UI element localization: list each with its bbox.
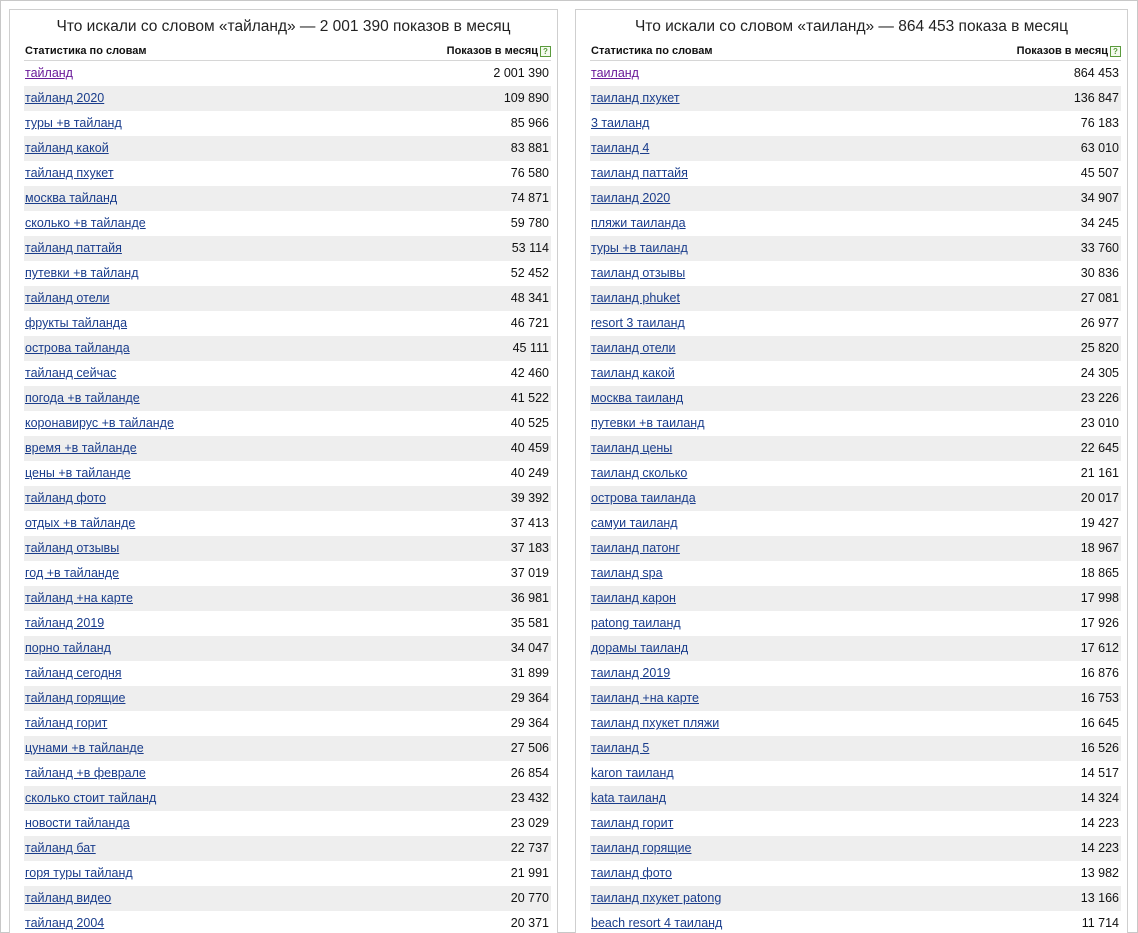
table-row [24,411,551,436]
right-phrase-count: 11 714 [1081,916,1119,930]
right-phrase-count: 34 245 [1080,216,1119,230]
left-phrase-link[interactable]: тайланд 2020 [25,91,105,105]
left-phrase-count: 29 364 [510,716,549,730]
left-phrase-count: 59 780 [510,216,549,230]
right-phrase-count: 33 760 [1080,241,1119,255]
table-row [590,761,1121,786]
right-phrase-link[interactable]: таиланд паттайя [591,166,688,180]
right-column-header [591,45,1121,61]
table-row [590,361,1121,386]
left-col-count-label: Показов в месяц [446,45,538,57]
left-phrase-count: 31 899 [510,666,549,680]
right-phrase-link[interactable]: таиланд цены [591,441,673,455]
table-row [24,336,551,361]
right-phrase-link[interactable]: таиланд 2019 [591,666,671,680]
table-row [590,711,1121,736]
table-row [24,736,551,761]
right-phrase-link[interactable]: таиланд отзывы [591,266,686,280]
left-phrase-link[interactable]: тайланд какой [25,141,109,155]
table-row [24,861,551,886]
right-phrase-count: 30 836 [1080,266,1119,280]
left-phrase-count: 39 392 [510,491,549,505]
right-phrase-link[interactable]: пляжи таиланда [591,216,686,230]
right-phrase-link[interactable]: таиланд горит [591,816,674,830]
table-row [590,636,1121,661]
help-icon[interactable]: ? [540,46,551,57]
left-phrase-link[interactable]: тайланд 2019 [25,616,105,630]
left-phrase-link[interactable]: тайланд +в феврале [25,766,146,780]
left-phrase-count: 27 506 [510,741,549,755]
right-phrase-count: 21 161 [1080,466,1119,480]
right-phrase-count: 16 645 [1080,716,1119,730]
right-phrase-count: 25 820 [1080,341,1119,355]
right-phrase-link[interactable]: путевки +в таиланд [591,416,705,430]
left-phrase-count: 2 001 390 [493,66,549,80]
left-phrase-link[interactable]: коронавирус +в тайланде [25,416,174,430]
right-phrase-link[interactable]: beach resort 4 таиланд [591,916,723,930]
right-phrase-count: 27 081 [1080,291,1119,305]
table-row [24,686,551,711]
right-phrase-count: 23 226 [1080,391,1119,405]
left-phrase-link[interactable]: тайланд пхукет [25,166,114,180]
left-phrase-link[interactable]: горя туры тайланд [25,866,133,880]
table-row [590,886,1121,911]
right-phrase-count: 17 926 [1080,616,1119,630]
left-phrase-count: 83 881 [510,141,549,155]
table-row [590,736,1121,761]
right-stats-table [590,61,1121,933]
right-phrase-count: 13 166 [1080,891,1119,905]
left-phrase-count: 52 452 [510,266,549,280]
right-phrase-link[interactable]: таиланд горящие [591,841,692,855]
right-phrase-count: 16 526 [1080,741,1119,755]
table-row [24,186,551,211]
left-phrase-count: 37 019 [510,566,549,580]
left-phrase-count: 46 721 [510,316,549,330]
left-phrase-link[interactable]: тайланд сегодня [25,666,122,680]
right-phrase-count: 14 517 [1080,766,1119,780]
table-row [590,436,1121,461]
table-row [24,636,551,661]
right-phrase-link[interactable]: 3 таиланд [591,116,650,130]
left-phrase-link[interactable]: сколько +в тайланде [25,216,146,230]
left-phrase-count: 53 114 [511,241,549,255]
right-stats-panel [575,9,1128,933]
right-phrase-link[interactable]: таиланд отели [591,341,676,355]
right-phrase-count: 18 865 [1080,566,1119,580]
left-phrase-count: 40 459 [510,441,549,455]
left-phrase-count: 37 183 [510,541,549,555]
right-phrase-link[interactable]: таиланд патонг [591,541,680,555]
right-phrase-count: 18 967 [1080,541,1119,555]
right-phrase-link[interactable]: дорамы таиланд [591,641,689,655]
table-row [590,561,1121,586]
left-phrase-count: 29 364 [510,691,549,705]
left-phrase-link[interactable]: год +в тайланде [25,566,120,580]
left-phrase-count: 22 737 [510,841,549,855]
table-row [24,461,551,486]
left-phrase-link[interactable]: тайланд сейчас [25,366,117,380]
right-phrase-count: 14 324 [1080,791,1119,805]
table-row [590,486,1121,511]
right-phrase-link[interactable]: resort 3 таиланд [591,316,685,330]
right-phrase-link[interactable]: таиланд пхукет [591,91,680,105]
right-phrase-count: 14 223 [1080,816,1119,830]
right-phrase-count: 22 645 [1080,441,1119,455]
table-row [590,411,1121,436]
right-phrase-link[interactable]: самуи таиланд [591,516,678,530]
table-row [590,661,1121,686]
table-row [24,661,551,686]
table-row [590,86,1121,111]
right-phrase-count: 76 183 [1080,116,1119,130]
left-phrase-link[interactable]: тайланд бат [25,841,96,855]
left-phrase-link[interactable]: цунами +в тайланде [25,741,144,755]
left-phrase-count: 34 047 [510,641,549,655]
table-row [24,511,551,536]
table-row [24,786,551,811]
right-phrase-count: 45 507 [1080,166,1119,180]
table-row [24,111,551,136]
right-phrase-link[interactable]: karon таиланд [591,766,674,780]
right-phrase-link[interactable]: таиланд 2020 [591,191,671,205]
right-phrase-link[interactable]: таиланд сколько [591,466,688,480]
left-phrase-count: 74 871 [510,191,549,205]
left-phrase-count: 45 111 [512,341,549,355]
table-row [24,561,551,586]
left-phrase-link[interactable]: тайланд 2004 [25,916,105,930]
right-phrase-count: 26 977 [1080,316,1119,330]
table-row [590,136,1121,161]
right-phrase-count: 19 427 [1080,516,1119,530]
right-phrase-count: 13 982 [1080,866,1119,880]
right-phrase-count: 63 010 [1080,141,1119,155]
table-row [590,911,1121,933]
left-phrase-link[interactable]: путевки +в тайланд [25,266,139,280]
table-row [590,836,1121,861]
right-phrase-count: 864 453 [1073,66,1119,80]
table-row [24,236,551,261]
left-phrase-count: 76 580 [510,166,549,180]
right-phrase-link[interactable]: kata таиланд [591,791,667,805]
help-icon[interactable]: ? [1110,46,1121,57]
left-stats-table [24,61,551,933]
left-phrase-link[interactable]: острова тайланда [25,341,130,355]
table-row [590,286,1121,311]
left-phrase-link[interactable]: порно тайланд [25,641,111,655]
left-phrase-count: 48 341 [510,291,549,305]
left-phrase-count: 109 890 [503,91,549,105]
right-phrase-count: 34 907 [1080,191,1119,205]
right-phrase-count: 136 847 [1073,91,1119,105]
table-row [590,586,1121,611]
table-row [24,536,551,561]
right-phrase-link[interactable]: таиланд пхукет patong [591,891,722,905]
right-phrase-count: 16 876 [1080,666,1119,680]
table-row [24,361,551,386]
right-phrase-count: 23 010 [1080,416,1119,430]
table-row [590,861,1121,886]
right-phrase-link[interactable]: таиланд фото [591,866,672,880]
table-row [24,286,551,311]
table-row [590,461,1121,486]
left-col-words-header: Статистика по словам [25,45,147,57]
left-phrase-link[interactable]: тайланд видео [25,891,112,905]
left-phrase-link[interactable]: москва тайланд [25,191,118,205]
table-row [24,161,551,186]
table-row [590,311,1121,336]
table-row [24,436,551,461]
table-row [590,211,1121,236]
table-row [24,261,551,286]
left-phrase-link[interactable]: тайланд горящие [25,691,126,705]
right-phrase-link[interactable]: москва таиланд [591,391,684,405]
right-phrase-link[interactable]: острова таиланда [591,491,696,505]
table-row [24,386,551,411]
left-phrase-count: 20 371 [510,916,549,930]
right-phrase-link[interactable]: таиланд пхукет пляжи [591,716,720,730]
left-phrase-count: 20 770 [510,891,549,905]
right-phrase-link[interactable]: таиланд карон [591,591,676,605]
left-phrase-count: 40 249 [510,466,549,480]
left-phrase-count: 35 581 [510,616,549,630]
right-phrase-link[interactable]: patong таиланд [591,616,681,630]
right-phrase-count: 17 612 [1080,641,1119,655]
table-row [590,511,1121,536]
table-row [590,386,1121,411]
right-phrase-count: 20 017 [1080,491,1119,505]
table-row [24,911,551,933]
table-row [590,786,1121,811]
table-row [24,86,551,111]
right-phrase-link[interactable]: туры +в таиланд [591,241,688,255]
table-row [590,111,1121,136]
left-phrase-link[interactable]: туры +в тайланд [25,116,122,130]
table-row [24,486,551,511]
table-row [24,711,551,736]
left-phrase-link[interactable]: тайланд отели [25,291,110,305]
left-phrase-count: 23 029 [510,816,549,830]
left-phrase-link[interactable]: сколько стоит тайланд [25,791,157,805]
right-phrase-link[interactable]: таиланд 4 [591,141,650,155]
right-phrase-link[interactable]: таиланд какой [591,366,675,380]
left-phrase-link[interactable]: тайланд [25,66,73,80]
right-col-count-label: Показов в месяц [1016,45,1108,57]
table-row [590,536,1121,561]
right-phrase-count: 24 305 [1080,366,1119,380]
left-phrase-count: 41 522 [510,391,549,405]
left-phrase-count: 26 854 [510,766,549,780]
table-row [590,261,1121,286]
left-phrase-link[interactable]: фрукты тайланда [25,316,128,330]
table-row [590,686,1121,711]
table-row [24,211,551,236]
left-phrase-count: 40 525 [510,416,549,430]
left-phrase-link[interactable]: новости тайланда [25,816,130,830]
left-phrase-link[interactable]: тайланд +на карте [25,591,133,605]
left-phrase-count: 23 432 [510,791,549,805]
table-row [24,886,551,911]
right-phrase-link[interactable]: таиланд 5 [591,741,650,755]
table-row [590,236,1121,261]
left-phrase-count: 21 991 [510,866,549,880]
left-stats-panel [9,9,558,933]
left-phrase-link[interactable]: тайланд паттайя [25,241,122,255]
left-column-header [25,45,551,61]
left-phrase-count: 36 981 [510,591,549,605]
right-phrase-count: 16 753 [1080,691,1119,705]
table-row [24,761,551,786]
table-row [590,161,1121,186]
right-phrase-link[interactable]: таиланд phuket [591,291,680,305]
right-col-count-header [1017,45,1121,57]
left-col-count-header [447,45,551,57]
left-phrase-link[interactable]: тайланд отзывы [25,541,120,555]
left-phrase-link[interactable]: тайланд горит [25,716,108,730]
right-phrase-count: 17 998 [1080,591,1119,605]
right-col-words-header: Статистика по словам [591,45,713,57]
left-phrase-count: 85 966 [510,116,549,130]
left-phrase-count: 42 460 [510,366,549,380]
left-phrase-count: 37 413 [510,516,549,530]
table-row [590,186,1121,211]
left-panel-title: Что искали со словом «тайланд» — 2 001 390 показов в месяц [56,18,511,35]
right-phrase-link[interactable]: таиланд +на карте [591,691,699,705]
table-row [24,811,551,836]
table-row [24,586,551,611]
table-row [24,611,551,636]
left-phrase-link[interactable]: время +в тайланде [25,441,137,455]
left-phrase-link[interactable]: отдых +в тайланде [25,516,136,530]
right-panel-title: Что искали со словом «таиланд» — 864 453 показа в месяц [634,18,1069,35]
table-row [590,336,1121,361]
table-row [24,136,551,161]
table-row [590,811,1121,836]
left-phrase-link[interactable]: тайланд фото [25,491,106,505]
table-row [24,311,551,336]
table-row [590,611,1121,636]
right-phrase-link[interactable]: таиланд [591,66,639,80]
table-row [590,61,1121,86]
right-phrase-link[interactable]: таиланд spa [591,566,663,580]
table-row [24,836,551,861]
table-row [24,61,551,86]
left-phrase-link[interactable]: цены +в тайланде [25,466,131,480]
right-phrase-count: 14 223 [1080,841,1119,855]
left-phrase-link[interactable]: погода +в тайланде [25,391,140,405]
